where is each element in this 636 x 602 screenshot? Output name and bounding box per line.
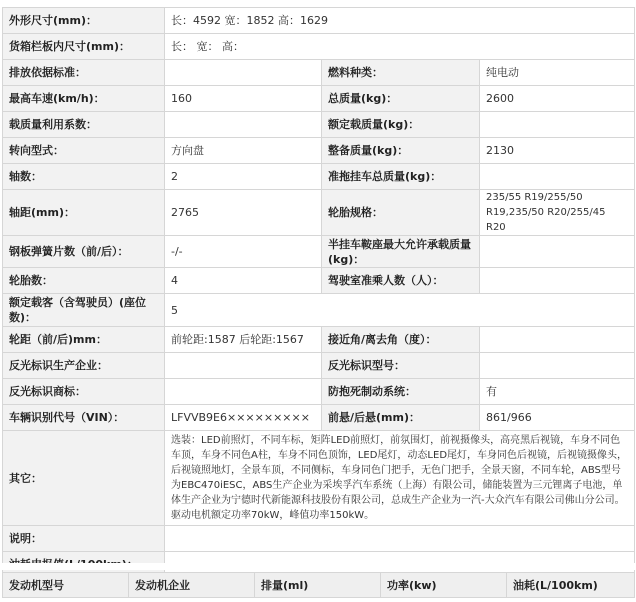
note-label: 说明： — [3, 526, 165, 552]
load-util-label: 载质量利用系数： — [3, 112, 165, 138]
engine-maker-header: 发动机企业 — [129, 573, 255, 598]
engine-model-header: 发动机型号 — [3, 573, 129, 598]
table-row — [3, 294, 635, 327]
overhang-value: 861/966 — [480, 405, 635, 431]
speed-value: 160 — [165, 86, 322, 112]
tow-label: 准拖挂车总质量(kg)： — [322, 164, 480, 190]
other-value: 选装：LED前照灯，不同车标，矩阵LED前照灯，前氛围灯，前视摄像头，高亮黑后视镜，车身不同色车顶，车身不同色A柱，车身不同色顶饰，LED尾灯，动态LED尾灯，车身同色后视镜，后视镜摄像头，后视镜照地灯，全景车顶，不同侧标，车身同色门把手，无色门把手，全景天窗，不同车轮，ABS型号为EBC470iESC，ABS生产企业为采埃孚汽车系统（上海）有限公司，储能装置为三元锂离子电池，单体生产企业为宁德时代新能源科技股份有限公司，总成生产企业为一汽-大众汽车有限公司佛山分公司。驱动电机额定功率70kW，峰值功率150kW。 — [165, 431, 635, 526]
table-row — [3, 112, 635, 138]
rated-load-value — [480, 112, 635, 138]
wheelbase-label: 轴距(mm)： — [3, 190, 165, 236]
table-row — [3, 190, 635, 236]
reflector-maker-label: 反光标识生产企业： — [3, 353, 165, 379]
tire-value-line-1: 235/55 R19/255/50 — [486, 192, 583, 203]
angle-value — [480, 327, 635, 353]
vin-label: 车辆识别代号（VIN）： — [3, 405, 165, 431]
passengers-value: 5 — [165, 294, 635, 327]
table-row — [3, 526, 635, 552]
table-row — [3, 34, 635, 60]
abs-value: 有 — [480, 379, 635, 405]
emission-label: 排放依据标准： — [3, 60, 165, 86]
table-row — [3, 431, 635, 526]
saddle-label: 半挂车鞍座最大允许承载质量(kg)： — [322, 236, 480, 268]
reflector-brand-label: 反光标识商标： — [3, 379, 165, 405]
fuel-label: 燃料种类： — [322, 60, 480, 86]
passengers-label: 额定载客（含驾驶员）(座位数)： — [3, 294, 165, 327]
saddle-value — [480, 236, 635, 268]
overhang-label: 前悬/后悬(mm)： — [322, 405, 480, 431]
cab-value — [480, 268, 635, 294]
vin-value: LFVVB9E6××××××××× — [165, 405, 322, 431]
dims-label: 外形尺寸(mm)： — [3, 8, 165, 34]
table-row — [3, 60, 635, 86]
wheelbase-value: 2765 — [165, 190, 322, 236]
vehicle-spec-table — [2, 7, 635, 578]
fuel-value: 纯电动 — [480, 60, 635, 86]
mass-value: 2600 — [480, 86, 635, 112]
tires-value: 4 — [165, 268, 322, 294]
table-row — [3, 8, 635, 34]
engine-header-row — [3, 573, 635, 598]
load-util-value — [165, 112, 322, 138]
abs-label: 防抱死制动系统： — [322, 379, 480, 405]
engine-table — [2, 572, 635, 598]
note-value — [165, 526, 635, 552]
cargo-label: 货箱栏板内尺寸(mm)： — [3, 34, 165, 60]
tow-value — [480, 164, 635, 190]
fuel-consumption-header: 油耗(L/100km) — [507, 573, 635, 598]
axles-value: 2 — [165, 164, 322, 190]
tire-label: 轮胎规格： — [322, 190, 480, 236]
angle-label: 接近角/离去角（度）： — [322, 327, 480, 353]
table-row — [3, 268, 635, 294]
table-row — [3, 138, 635, 164]
tire-value-line-2: R19,235/50 R20/255/45 R20 — [486, 207, 606, 233]
tires-label: 轮胎数： — [3, 268, 165, 294]
table-row — [3, 164, 635, 190]
spring-label: 钢板弹簧片数（前/后）： — [3, 236, 165, 268]
track-label: 轮距（前/后)mm： — [3, 327, 165, 353]
table-row — [3, 379, 635, 405]
steering-value: 方向盘 — [165, 138, 322, 164]
table-row — [3, 405, 635, 431]
table-row — [3, 236, 635, 268]
spring-value: -/- — [165, 236, 322, 268]
table-row — [3, 86, 635, 112]
reflector-brand-value — [165, 379, 322, 405]
steering-label: 转向型式： — [3, 138, 165, 164]
table-row — [3, 353, 635, 379]
curb-value: 2130 — [480, 138, 635, 164]
axles-label: 轴数： — [3, 164, 165, 190]
section-gap — [0, 563, 636, 570]
emission-value — [165, 60, 322, 86]
curb-label: 整备质量(kg)： — [322, 138, 480, 164]
speed-label: 最高车速(km/h)： — [3, 86, 165, 112]
dims-value: 长：4592 宽：1852 高：1629 — [165, 8, 635, 34]
table-row — [3, 327, 635, 353]
other-label: 其它： — [3, 431, 165, 526]
tire-value — [480, 190, 635, 236]
reflector-model-label: 反光标识型号： — [322, 353, 480, 379]
cargo-value: 长： 宽： 高： — [165, 34, 635, 60]
reflector-model-value — [480, 353, 635, 379]
rated-load-label: 额定载质量(kg)： — [322, 112, 480, 138]
cab-label: 驾驶室准乘人数（人）： — [322, 268, 480, 294]
reflector-maker-value — [165, 353, 322, 379]
track-value: 前轮距:1587 后轮距:1567 — [165, 327, 322, 353]
power-header: 功率(kw) — [381, 573, 507, 598]
mass-label: 总质量(kg)： — [322, 86, 480, 112]
displacement-header: 排量(ml) — [255, 573, 381, 598]
